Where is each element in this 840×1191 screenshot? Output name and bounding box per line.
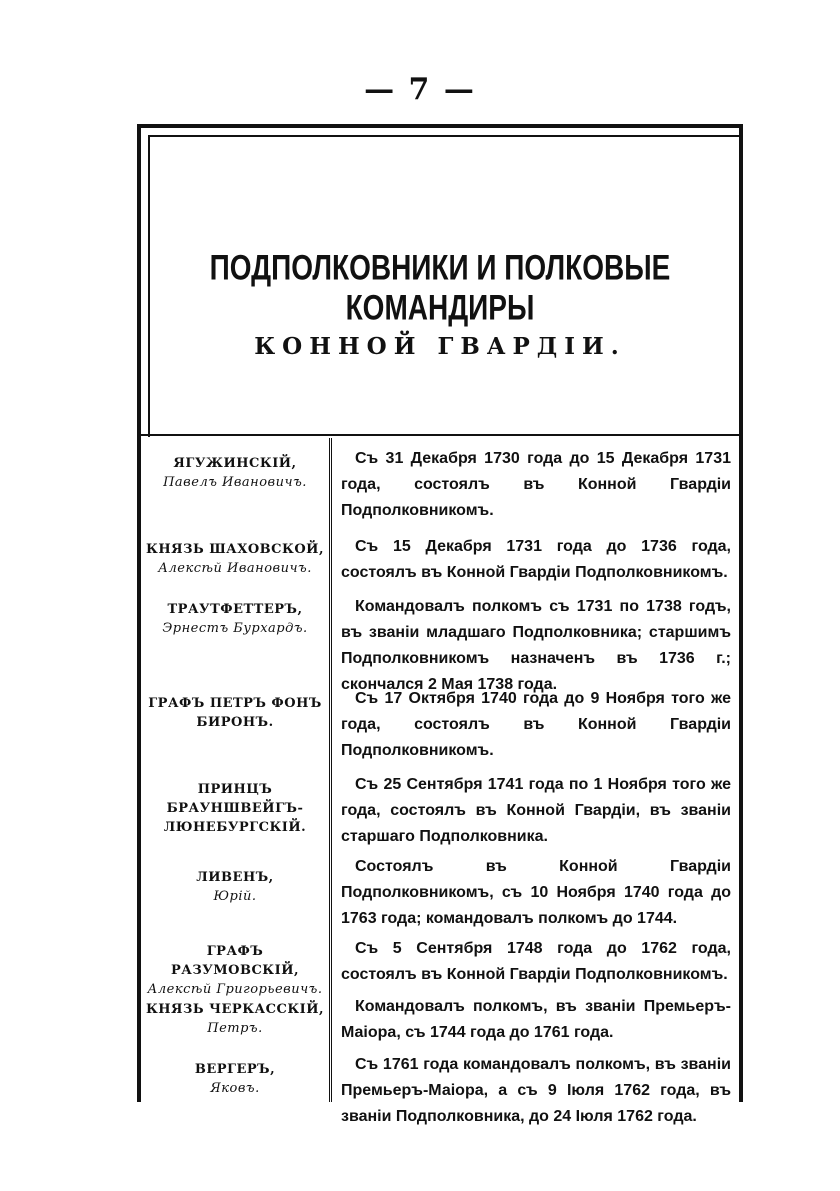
service-record: Съ 31 Декабря 1730 года до 15 Декабря 1731 года, состоялъ въ Конной Гвардіи Подполковникомъ. [341, 450, 731, 519]
commander-given-name: Эрнестъ Бурхардъ. [162, 621, 308, 636]
commander-name [141, 1060, 329, 1098]
commander-given-name: Петръ. [207, 1021, 263, 1036]
commander-name [141, 454, 329, 492]
commander-name [141, 868, 329, 906]
service-record: Съ 1761 года командовалъ полкомъ, въ званіи Премьеръ-Маіора, а съ 9 Іюля 1762 года, въ званіи Подполковника, до 24 Іюля 1762 года. [341, 1056, 731, 1125]
commander-surname: ГРАФЪ РАЗУМОВСКІЙ, [170, 944, 300, 978]
commander-surname: ЛИВЕНЪ, [196, 870, 274, 885]
service-record: Съ 17 Октября 1740 года до 9 Ноября того же года, состоялъ въ Конной Гвардіи Подполковникомъ. [341, 690, 731, 759]
service-record: Состоялъ въ Конной Гвардіи Подполковникомъ, съ 10 Ноября 1740 года до 1763 года; командовалъ полкомъ до 1744. [341, 858, 731, 927]
commander-surname: ПРИНЦЪ БРАУНШВЕЙГЪ-ЛЮНЕБУРГСКІЙ. [163, 782, 307, 835]
page-title: ПОДПОЛКОВНИКИ И ПОЛКОВЫЕ КОМАНДИРЫ [209, 248, 671, 327]
commander-given-name: Алексѣй Ивановичъ. [158, 561, 312, 576]
service-record: Командовалъ полкомъ съ 1731 по 1738 годъ, въ званіи младшаго Подполковника; старшимъ Подполковникомъ назначенъ въ 1736 г.; скончался 2 Мая 1738 года. [341, 598, 731, 693]
commander-given-name: Алексѣй Григорьевичъ. [147, 982, 323, 997]
commander-given-name: Юрій. [213, 889, 257, 904]
commander-name [141, 942, 329, 999]
page-subtitle: КОННОЙ ГВАРДІИ. [254, 333, 626, 360]
commander-name [141, 694, 329, 732]
commander-name [141, 600, 329, 638]
service-record: Съ 25 Сентября 1741 года по 1 Ноября того же года, состоялъ въ Конной Гвардіи, въ званіи старшаго Подполковника. [341, 776, 731, 845]
commander-surname: ТРАУТФЕТТЕРЪ, [167, 602, 303, 617]
commander-name [141, 780, 329, 837]
commander-name [141, 540, 329, 578]
service-record: Съ 5 Сентября 1748 года до 1762 года, состоялъ въ Конной Гвардіи Подполковникомъ. [341, 940, 731, 983]
page-number: — 7 — [364, 72, 476, 107]
header-rule [141, 434, 739, 436]
page-frame [137, 124, 743, 1125]
commander-surname: КНЯЗЬ ШАХОВСКОЙ, [146, 542, 324, 557]
service-record: Командовалъ полкомъ, въ званіи Премьеръ-Маіора, съ 1744 года до 1761 года. [341, 998, 731, 1041]
commander-surname: ЯГУЖИНСКІЙ, [173, 456, 297, 471]
column-divider [329, 438, 332, 1102]
commander-surname: КНЯЗЬ ЧЕРКАССКІЙ, [145, 1002, 325, 1017]
commander-given-name: Яковъ. [210, 1081, 260, 1096]
commander-surname: ГРАФЪ ПЕТРЪ ФОНЪ БИРОНЪ. [148, 696, 322, 730]
service-record: Съ 15 Декабря 1731 года до 1736 года, состоялъ въ Конной Гвардіи Подполковникомъ. [341, 538, 731, 581]
commander-given-name: Павелъ Ивановичъ. [163, 475, 307, 490]
commander-surname: ВЕРГЕРЪ, [194, 1062, 276, 1077]
commander-name [141, 1000, 329, 1038]
